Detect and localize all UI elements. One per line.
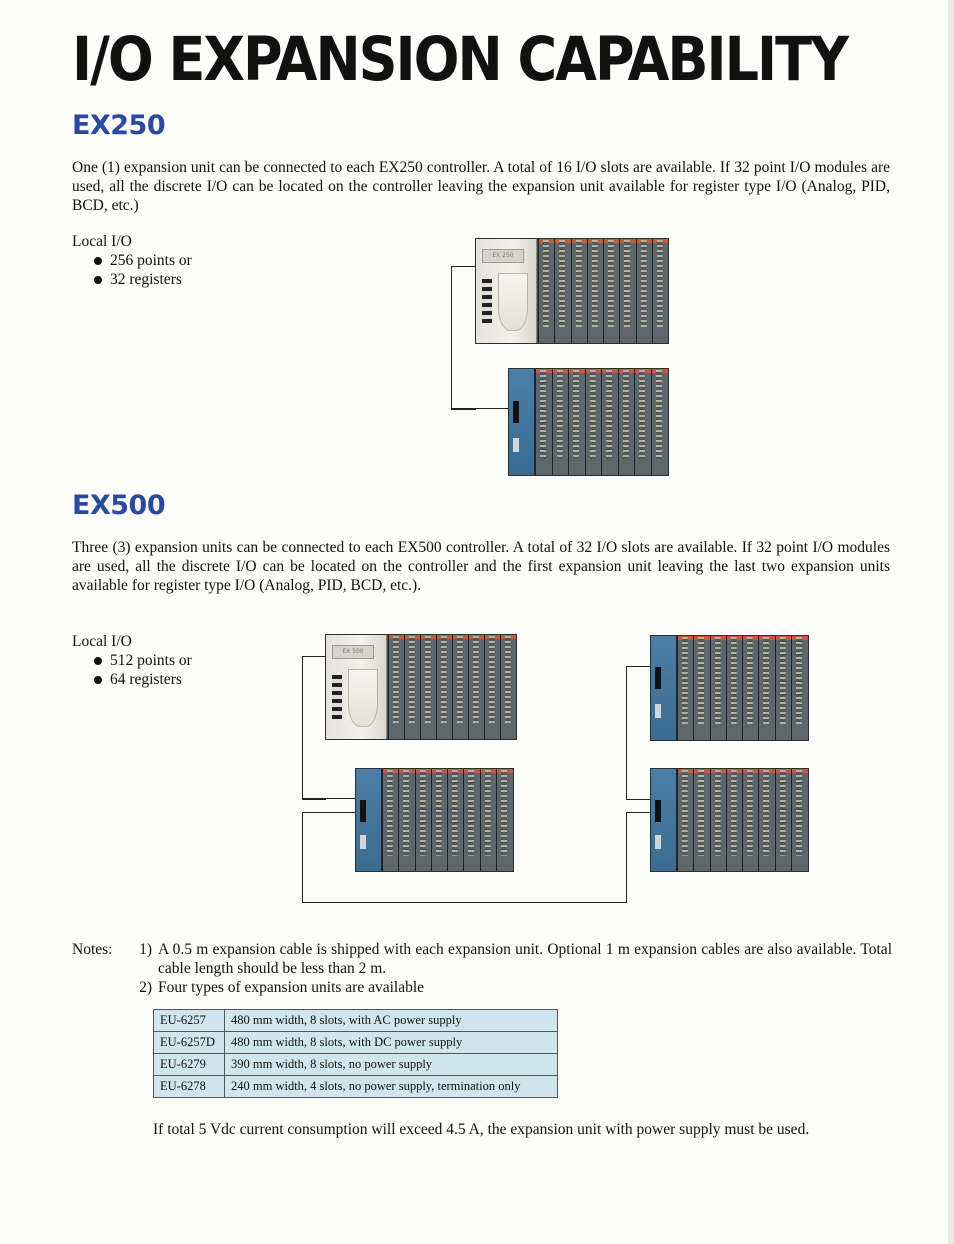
io-slots [382, 769, 513, 871]
power-supply-note: If total 5 Vdc current consumption will exceed 4.5 A, the expansion unit with power supply must be used. [153, 1121, 810, 1138]
expansion-module [509, 369, 535, 475]
ex500-local-item: 512 points or [92, 651, 192, 670]
ex500-description: Three (3) expansion units can be connected to each EX500 controller. A total of 32 I/O slots are available. If 32 point I/O modules are used, all the discrete I/O can be located on the controller and the first expansion unit leaving the last two expansion units available for register type I/O (Analog, PID, BCD, etc.). [72, 539, 890, 594]
expansion-cable [302, 656, 326, 800]
page-edge [948, 0, 954, 1244]
expansion-module [651, 769, 677, 871]
io-slots [538, 239, 668, 343]
led-indicators [332, 675, 342, 719]
io-slots [677, 636, 808, 740]
cable-port-icon [655, 800, 661, 822]
unit-code: EU-6278 [154, 1076, 225, 1098]
note-number: 2) [139, 979, 152, 996]
cpu-label: EX 500 [332, 645, 374, 659]
connector-icon [513, 438, 519, 452]
ex500-expansion-rack-3 [650, 768, 809, 872]
expansion-units-table [153, 1009, 558, 1098]
note-text: Four types of expansion units are available [158, 979, 425, 996]
table-row [154, 1032, 558, 1054]
expansion-cable [451, 408, 508, 409]
ex500-local-io [72, 632, 192, 689]
ex250-local-io [72, 232, 192, 289]
led-indicators [482, 279, 492, 323]
ex500-expansion-rack-2 [650, 635, 809, 741]
expansion-module [356, 769, 382, 871]
unit-description: 390 mm width, 8 slots, no power supply [225, 1054, 558, 1076]
ex500-local-item: 64 registers [92, 670, 192, 689]
ex250-cpu-module [476, 239, 537, 343]
ex500-heading: EX500 [72, 490, 166, 521]
ex500-cpu-module [326, 635, 387, 739]
ex250-heading: EX250 [72, 110, 166, 141]
expansion-cable [302, 798, 355, 799]
notes [72, 940, 892, 997]
unit-description: 240 mm width, 4 slots, no power supply, termination only [225, 1076, 558, 1098]
expansion-cable [302, 812, 356, 903]
connector-icon [655, 704, 661, 718]
page-title: I/O EXPANSION CAPABILITY [72, 24, 848, 95]
expansion-module [651, 636, 677, 740]
ex250-expansion-rack [508, 368, 669, 476]
cpu-door [348, 669, 378, 727]
note-text: A 0.5 m expansion cable is shipped with each expansion unit. Optional 1 m expansion cables are also available. Total cable length should be less than 2 m. [158, 941, 892, 977]
ex250-description: One (1) expansion unit can be connected to each EX250 controller. A total of 16 I/O slots are available. If 32 point I/O modules are used, all the discrete I/O can be located on the controller leaving the expansion unit available for register type I/O (Analog, PID, BCD, etc.) [72, 159, 890, 214]
cpu-label: EX 250 [482, 249, 524, 263]
cpu-door [498, 273, 528, 331]
expansion-cable [302, 902, 626, 903]
unit-code: EU-6279 [154, 1054, 225, 1076]
ex250-local-label: Local I/O [72, 233, 132, 250]
connector-icon [360, 835, 366, 849]
unit-description: 480 mm width, 8 slots, with DC power supply [225, 1032, 558, 1054]
table-row [154, 1054, 558, 1076]
expansion-cable [626, 812, 651, 903]
table-row [154, 1076, 558, 1098]
cable-port-icon [513, 401, 519, 423]
cable-port-icon [360, 800, 366, 822]
ex250-local-item: 32 registers [92, 270, 192, 289]
expansion-cable [626, 666, 651, 800]
io-slots [677, 769, 808, 871]
connector-icon [655, 835, 661, 849]
ex500-local-label: Local I/O [72, 633, 132, 650]
ex250-local-item: 256 points or [92, 251, 192, 270]
expansion-cable [451, 266, 476, 410]
ex250-controller-rack [475, 238, 669, 344]
note-number: 1) [139, 941, 152, 958]
cable-port-icon [655, 667, 661, 689]
notes-label: Notes: [72, 941, 113, 958]
ex500-expansion-rack-1 [355, 768, 514, 872]
ex500-controller-rack [325, 634, 517, 740]
io-slots [388, 635, 516, 739]
unit-code: EU-6257D [154, 1032, 225, 1054]
io-slots [535, 369, 668, 475]
unit-code: EU-6257 [154, 1010, 225, 1032]
unit-description: 480 mm width, 8 slots, with AC power supply [225, 1010, 558, 1032]
table-row [154, 1010, 558, 1032]
